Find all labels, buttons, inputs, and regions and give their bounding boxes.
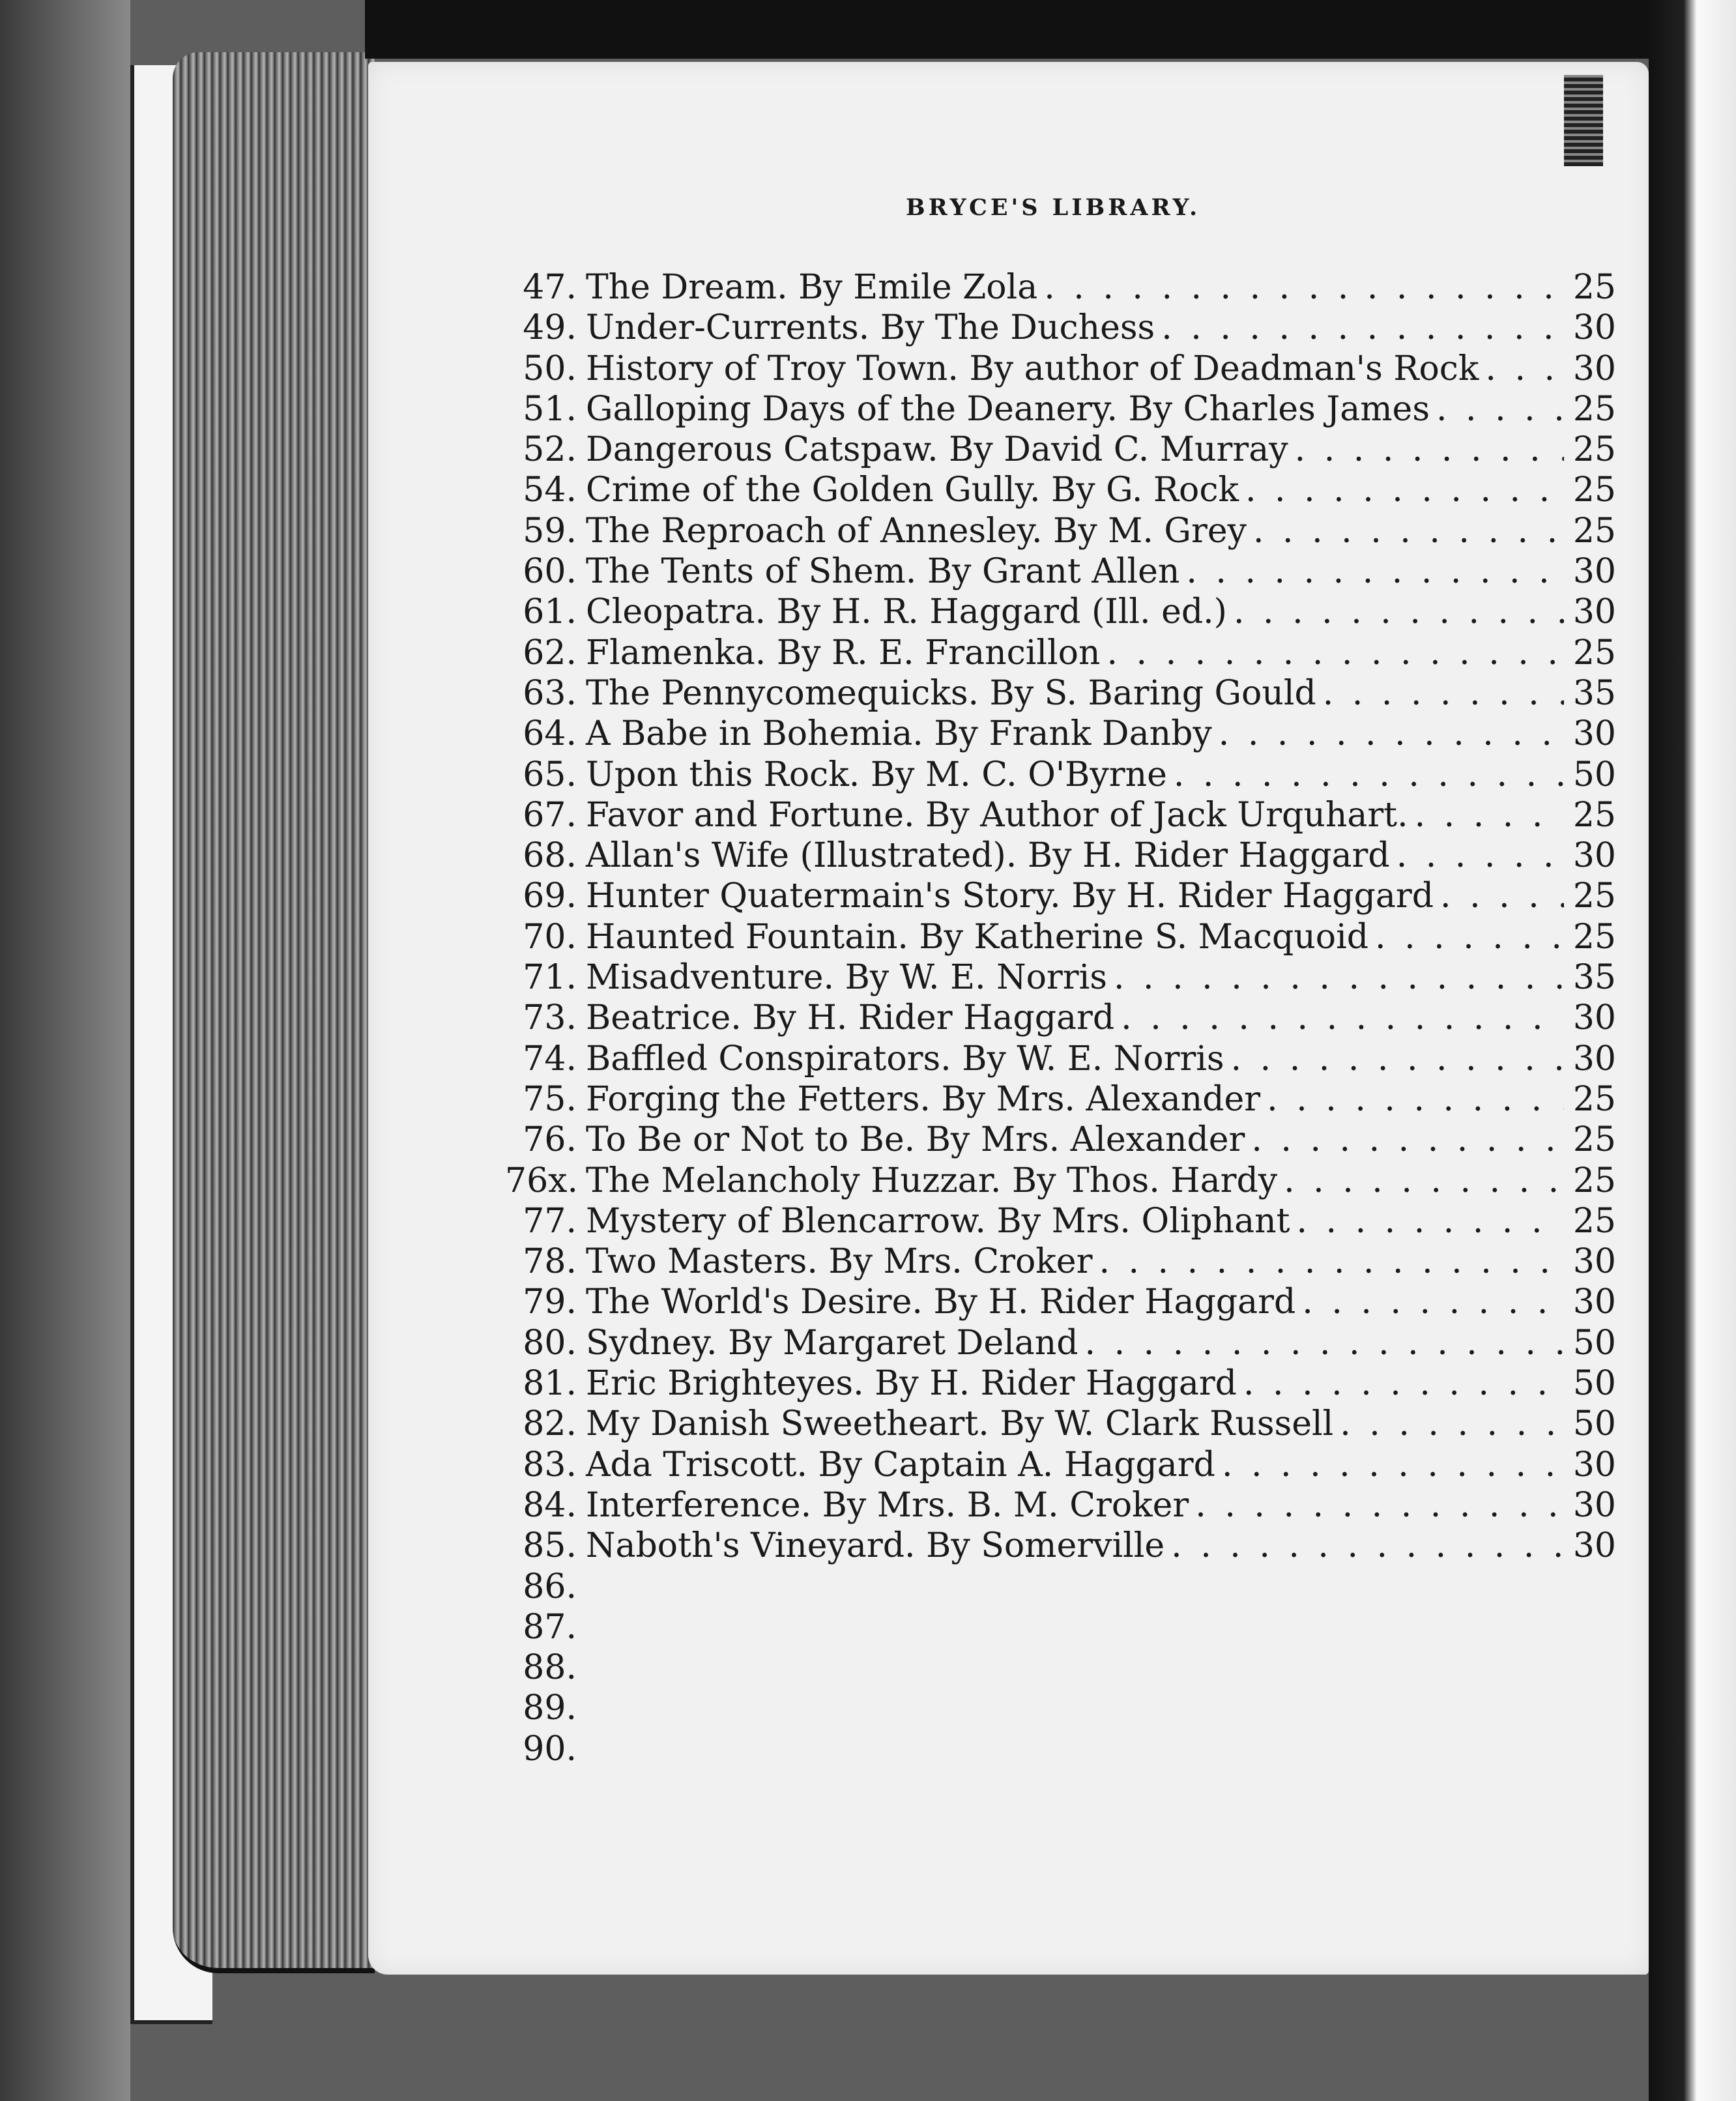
entry-number: 51. [523, 389, 577, 429]
catalog-list [505, 267, 1616, 1769]
entry-title: Sydney. By Margaret Deland [586, 1323, 1078, 1363]
catalog-entry [505, 714, 1616, 754]
entry-title: The Melancholy Huzzar. By Thos. Hardy [586, 1161, 1278, 1200]
entry-title: Mystery of Blencarrow. By Mrs. Oliphant [586, 1201, 1290, 1241]
catalog-entry [505, 1485, 1616, 1526]
catalog-entry [505, 1607, 1616, 1647]
dot-leader [1121, 998, 1564, 1038]
entry-price: 35 [1572, 673, 1616, 713]
catalog-entry [505, 998, 1616, 1038]
entry-title: Misadventure. By W. E. Norris [586, 958, 1107, 998]
entry-number: 76. [523, 1120, 577, 1160]
entry-price: 25 [1572, 511, 1616, 551]
catalog-entry [505, 1079, 1616, 1120]
catalog-entry [505, 917, 1616, 957]
entry-price: 30 [1572, 308, 1616, 348]
catalog-entry [505, 1161, 1616, 1201]
catalog-entry [505, 1039, 1616, 1079]
entry-title: Upon this Rock. By M. C. O'Byrne [586, 755, 1167, 794]
dot-leader [1195, 1485, 1564, 1526]
dot-leader [1174, 755, 1564, 795]
dot-leader [1251, 1120, 1564, 1160]
entry-title: A Babe in Bohemia. By Frank Danby [586, 714, 1212, 754]
dot-leader [1340, 1404, 1564, 1444]
catalog-entry [505, 673, 1616, 714]
dot-leader [1107, 633, 1564, 673]
catalog-entry [505, 470, 1616, 510]
entry-number: 73. [523, 998, 577, 1038]
dot-leader [1231, 1039, 1564, 1079]
catalog-entry [505, 429, 1616, 470]
entry-title: Baffled Conspirators. By W. E. Norris [586, 1039, 1224, 1079]
entry-number: 74. [523, 1039, 577, 1079]
dot-leader [1297, 1201, 1565, 1241]
entry-number: 81. [523, 1364, 577, 1404]
entry-title: Naboth's Vineyard. By Somerville [586, 1526, 1165, 1566]
entry-price: 30 [1572, 1445, 1616, 1485]
entry-price: 25 [1572, 471, 1616, 510]
entry-number: 88. [523, 1648, 577, 1688]
entry-price: 25 [1572, 633, 1616, 673]
entry-price: 25 [1572, 917, 1616, 957]
entry-number: 84. [523, 1485, 577, 1525]
catalog-entry [505, 1404, 1616, 1444]
entry-number: 70. [523, 917, 577, 957]
entry-title: Haunted Fountain. By Katherine S. Macquoid [586, 917, 1369, 957]
entry-price: 30 [1572, 552, 1616, 592]
entry-price: 25 [1572, 1201, 1616, 1241]
entry-number: 76x. [505, 1161, 579, 1200]
entry-title: History of Troy Town. By author of Deadman's Rock [586, 349, 1479, 388]
entry-number: 54. [523, 471, 577, 510]
entry-number: 59. [523, 511, 577, 551]
entry-number: 78. [523, 1242, 577, 1282]
entry-number: 47. [523, 268, 577, 307]
entry-number: 83. [523, 1445, 577, 1485]
dot-leader [1253, 511, 1564, 551]
dot-leader [1044, 267, 1564, 308]
entry-price: 30 [1572, 1485, 1616, 1525]
entry-price: 50 [1572, 1364, 1616, 1404]
entry-price: 25 [1572, 1120, 1616, 1160]
catalog-entry [505, 1120, 1616, 1160]
entry-title: The Reproach of Annesley. By M. Grey [586, 511, 1247, 551]
entry-title: My Danish Sweetheart. By W. Clark Russell [586, 1404, 1334, 1444]
entry-number: 52. [523, 430, 577, 470]
scan-background-top [365, 0, 1736, 59]
catalog-entry [505, 1526, 1616, 1566]
dot-leader [1171, 1526, 1564, 1566]
entry-price: 50 [1572, 755, 1616, 794]
entry-price: 25 [1572, 877, 1616, 916]
entry-title: Hunter Quatermain's Story. By H. Rider Haggard [586, 877, 1434, 916]
page-header: BRYCE'S LIBRARY. [906, 194, 1201, 221]
entry-price: 30 [1572, 1282, 1616, 1322]
entry-number: 89. [523, 1688, 577, 1728]
catalog-entry [505, 511, 1616, 551]
entry-title: The World's Desire. By H. Rider Haggard [586, 1282, 1296, 1322]
entry-price: 30 [1572, 1242, 1616, 1282]
entry-title: Galloping Days of the Deanery. By Charles James [586, 389, 1430, 429]
catalog-entry [505, 1363, 1616, 1404]
catalog-entry [505, 267, 1616, 308]
dot-leader [1375, 917, 1564, 957]
entry-title: Dangerous Catspaw. By David C. Murray [586, 430, 1288, 470]
catalog-entry [505, 349, 1616, 389]
dot-leader [1440, 876, 1564, 916]
entry-price: 25 [1572, 389, 1616, 429]
catalog-entry [505, 1567, 1616, 1607]
dot-leader [1243, 1363, 1564, 1404]
entry-number: 75. [523, 1079, 577, 1119]
entry-number: 63. [523, 673, 577, 713]
catalog-entry [505, 755, 1616, 795]
entry-price: 35 [1572, 958, 1616, 998]
dot-leader [1234, 592, 1564, 632]
entry-number: 68. [523, 836, 577, 876]
dot-leader [1485, 349, 1564, 389]
entry-number: 87. [523, 1607, 577, 1647]
entry-price: 25 [1572, 268, 1616, 307]
dot-leader [1284, 1161, 1564, 1201]
entry-price: 25 [1572, 430, 1616, 470]
catalog-entry [505, 1647, 1616, 1688]
dot-leader [1222, 1445, 1564, 1485]
dot-leader [1161, 308, 1564, 348]
entry-title: Under-Currents. By The Duchess [586, 308, 1155, 348]
entry-price: 25 [1572, 1079, 1616, 1119]
entry-price: 30 [1572, 1526, 1616, 1566]
entry-title: To Be or Not to Be. By Mrs. Alexander [586, 1120, 1245, 1160]
entry-title: The Pennycomequicks. By S. Baring Gould [586, 673, 1316, 713]
dot-leader [1436, 389, 1564, 429]
catalog-entry [505, 1323, 1616, 1363]
entry-price: 25 [1572, 1161, 1616, 1200]
entry-number: 80. [523, 1323, 577, 1363]
entry-title: Eric Brighteyes. By H. Rider Haggard [586, 1364, 1237, 1404]
page-edges [173, 52, 375, 1973]
dot-leader [1186, 551, 1564, 592]
catalog-entry [505, 389, 1616, 429]
catalog-entry [505, 1282, 1616, 1322]
dot-leader [1415, 795, 1564, 835]
entry-number: 69. [523, 877, 577, 916]
entry-title: The Tents of Shem. By Grant Allen [586, 552, 1180, 592]
dot-leader [1323, 673, 1564, 714]
catalog-entry [505, 1688, 1616, 1728]
catalog-entry [505, 957, 1616, 998]
dot-leader [1245, 470, 1564, 510]
dot-leader [1099, 1241, 1564, 1282]
entry-price: 30 [1572, 349, 1616, 388]
entry-number: 49. [523, 308, 577, 348]
entry-number: 79. [523, 1282, 577, 1322]
entry-price: 50 [1572, 1404, 1616, 1444]
entry-price: 30 [1572, 714, 1616, 754]
catalog-entry [505, 592, 1616, 632]
catalog-entry [505, 633, 1616, 673]
entry-number: 64. [523, 714, 577, 754]
catalog-entry [505, 835, 1616, 876]
entry-number: 82. [523, 1404, 577, 1444]
entry-number: 62. [523, 633, 577, 673]
dot-leader [1114, 957, 1564, 998]
entry-title: The Dream. By Emile Zola [586, 268, 1038, 307]
entry-title: Crime of the Golden Gully. By G. Rock [586, 471, 1239, 510]
entry-price: 30 [1572, 1039, 1616, 1079]
entry-number: 71. [523, 958, 577, 998]
dot-leader [1396, 835, 1564, 876]
entry-number: 60. [523, 552, 577, 592]
dot-leader [1267, 1079, 1564, 1120]
entry-price: 25 [1572, 795, 1616, 835]
entry-price: 30 [1572, 836, 1616, 876]
entry-number: 90. [523, 1729, 577, 1769]
entry-title: Interference. By Mrs. B. M. Croker [586, 1485, 1189, 1525]
entry-title: Two Masters. By Mrs. Croker [586, 1242, 1093, 1282]
entry-price: 30 [1572, 592, 1616, 632]
dot-leader [1295, 429, 1564, 470]
page-marker [1564, 75, 1603, 166]
catalog-entry [505, 551, 1616, 592]
entry-number: 77. [523, 1201, 577, 1241]
entry-title: Cleopatra. By H. R. Haggard (Ill. ed.) [586, 592, 1227, 632]
entry-title: Ada Triscott. By Captain A. Haggard [586, 1445, 1215, 1485]
entry-number: 65. [523, 755, 577, 794]
entry-title: Allan's Wife (Illustrated). By H. Rider Haggard [586, 836, 1390, 876]
catalog-entry [505, 1729, 1616, 1769]
catalog-entry [505, 876, 1616, 916]
entry-number: 61. [523, 592, 577, 632]
entry-number: 50. [523, 349, 577, 388]
catalog-entry [505, 795, 1616, 835]
entry-number: 85. [523, 1526, 577, 1566]
entry-price: 50 [1572, 1323, 1616, 1363]
dot-leader [1302, 1282, 1564, 1322]
entry-number: 67. [523, 795, 577, 835]
entry-number: 86. [523, 1567, 577, 1606]
entry-title: Favor and Fortune. By Author of Jack Urquhart. [586, 795, 1408, 835]
scan-background-left [0, 0, 130, 2101]
catalog-entry [505, 1241, 1616, 1282]
entry-title: Beatrice. By H. Rider Haggard [586, 998, 1115, 1038]
catalog-entry [505, 308, 1616, 348]
entry-title: Flamenka. By R. E. Francillon [586, 633, 1101, 673]
entry-price: 30 [1572, 998, 1616, 1038]
catalog-entry [505, 1201, 1616, 1241]
dot-leader [1219, 714, 1564, 754]
catalog-entry [505, 1445, 1616, 1485]
dot-leader [1085, 1323, 1564, 1363]
scan-background-right [1649, 0, 1736, 2101]
entry-title: Forging the Fetters. By Mrs. Alexander [586, 1079, 1261, 1119]
